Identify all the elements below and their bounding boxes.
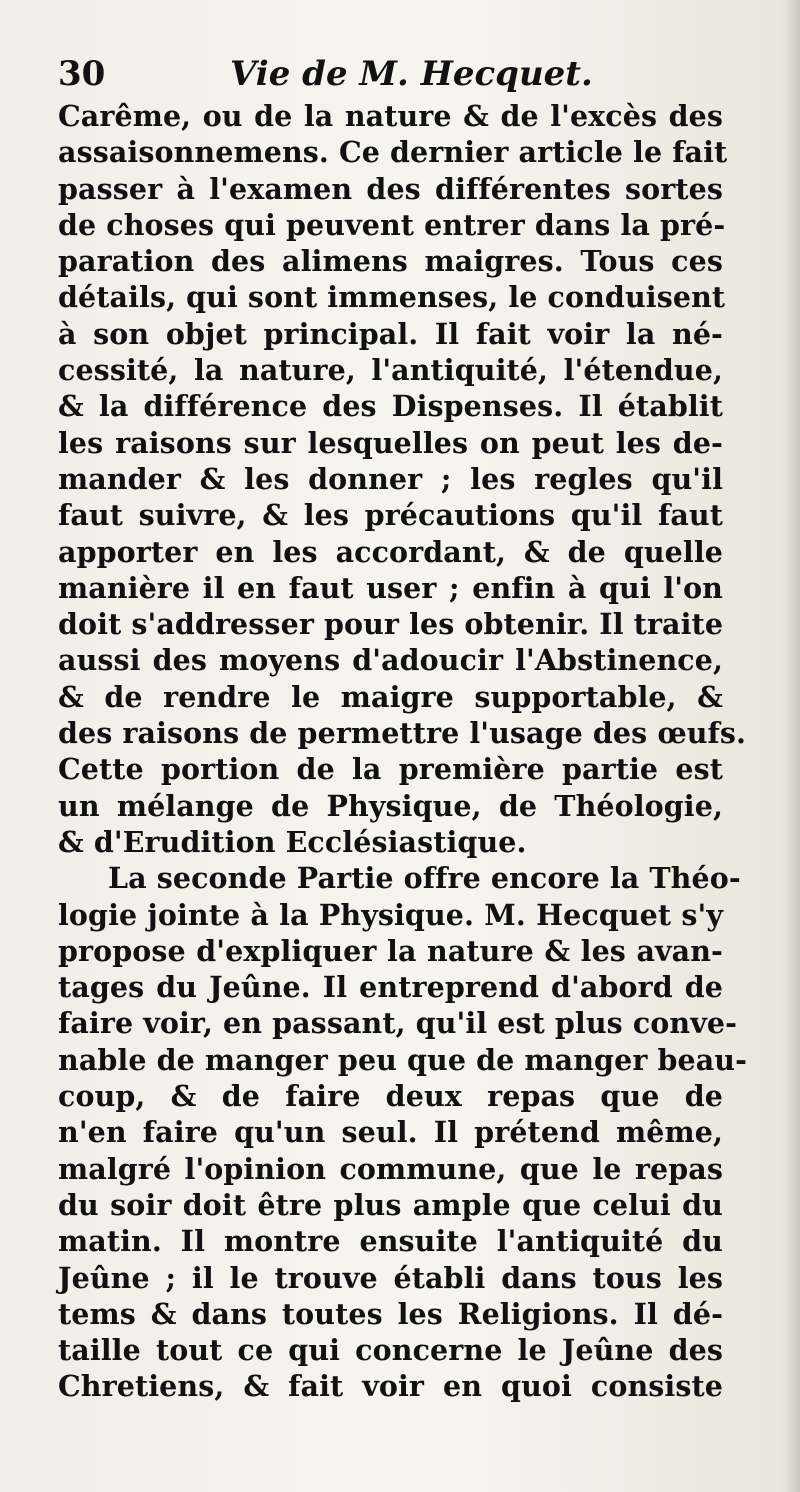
page-number: 30 [58,54,106,94]
text-line: Cette portion de la première partie est [58,752,723,787]
text-line: faut suivre, & les précautions qu'il faut [58,498,723,533]
text-line: nable de manger peu que de manger beau- [58,1042,748,1077]
text-line: matin. Il montre ensuite l'antiquité du [58,1224,723,1259]
text-line: des raisons de permettre l'usage des œufs. [58,716,747,751]
text-line: n'en faire qu'un seul. Il prétend même, [58,1115,723,1150]
text-line: les raisons sur lesquelles on peut les de- [58,425,723,460]
text-line: passer à l'examen des différentes sortes [58,171,723,206]
text-line: du soir doit être plus ample que celui du [58,1187,723,1222]
text-line: propose d'expliquer la nature & les avan- [58,933,723,968]
text-line: tages du Jeûne. Il entreprend d'abord de [58,970,723,1005]
text-line: apporter en les accordant, & de quelle [58,534,723,569]
text-line: logie jointe à la Physique. M. Hecquet s'y [58,897,723,932]
text-line: de choses qui peuvent entrer dans la pré- [58,207,726,242]
text-line: détails, qui sont immenses, le conduisent [58,280,726,315]
text-line: & de rendre le maigre supportable, & [58,679,723,714]
text-line: faire voir, en passant, qu'il est plus conve- [58,1006,738,1041]
text-line: malgré l'opinion commune, que le repas [58,1151,723,1186]
text-line: mander & les donner ; les regles qu'il [58,461,723,496]
body-text [58,98,748,1405]
text-line: taille tout ce qui concerne le Jeûne des [58,1333,723,1368]
text-line: un mélange de Physique, de Théologie, [58,788,723,823]
text-line: Chretiens, & fait voir en quoi consiste [58,1369,723,1404]
text-line: Jeûne ; il le trouve établi dans tous les [58,1260,723,1295]
text-line: aussi des moyens d'adoucir l'Abstinence, [58,643,723,678]
text-line: tems & dans toutes les Religions. Il dé- [58,1296,723,1331]
text-line: coup, & de faire deux repas que de [58,1079,723,1114]
text-line: & la différence des Dispenses. Il établit [58,389,723,424]
paragraph-end-line: & d'Erudition Ecclésiastique. [58,824,527,859]
text-line: cessité, la nature, l'antiquité, l'étendue, [58,353,723,388]
page-header [58,48,698,100]
text-line: assaisonnemens. Ce dernier article le fait [58,135,728,170]
text-line: paration des alimens maigres. Tous ces [58,244,723,279]
text-line: à son objet principal. Il fait voir la né- [58,316,723,351]
text-line: Carême, ou de la nature & de l'excès des [58,99,723,133]
running-title: Vie de M. Hecquet. [230,54,593,94]
paragraph-start-line: La seconde Partie offre encore la Théo- [108,861,741,896]
text-line: manière il en faut user ; enfin à qui l'on [58,570,723,605]
text-line: doit s'addresser pour les obtenir. Il traite [58,607,724,642]
page-edge-shadow [782,0,800,1492]
